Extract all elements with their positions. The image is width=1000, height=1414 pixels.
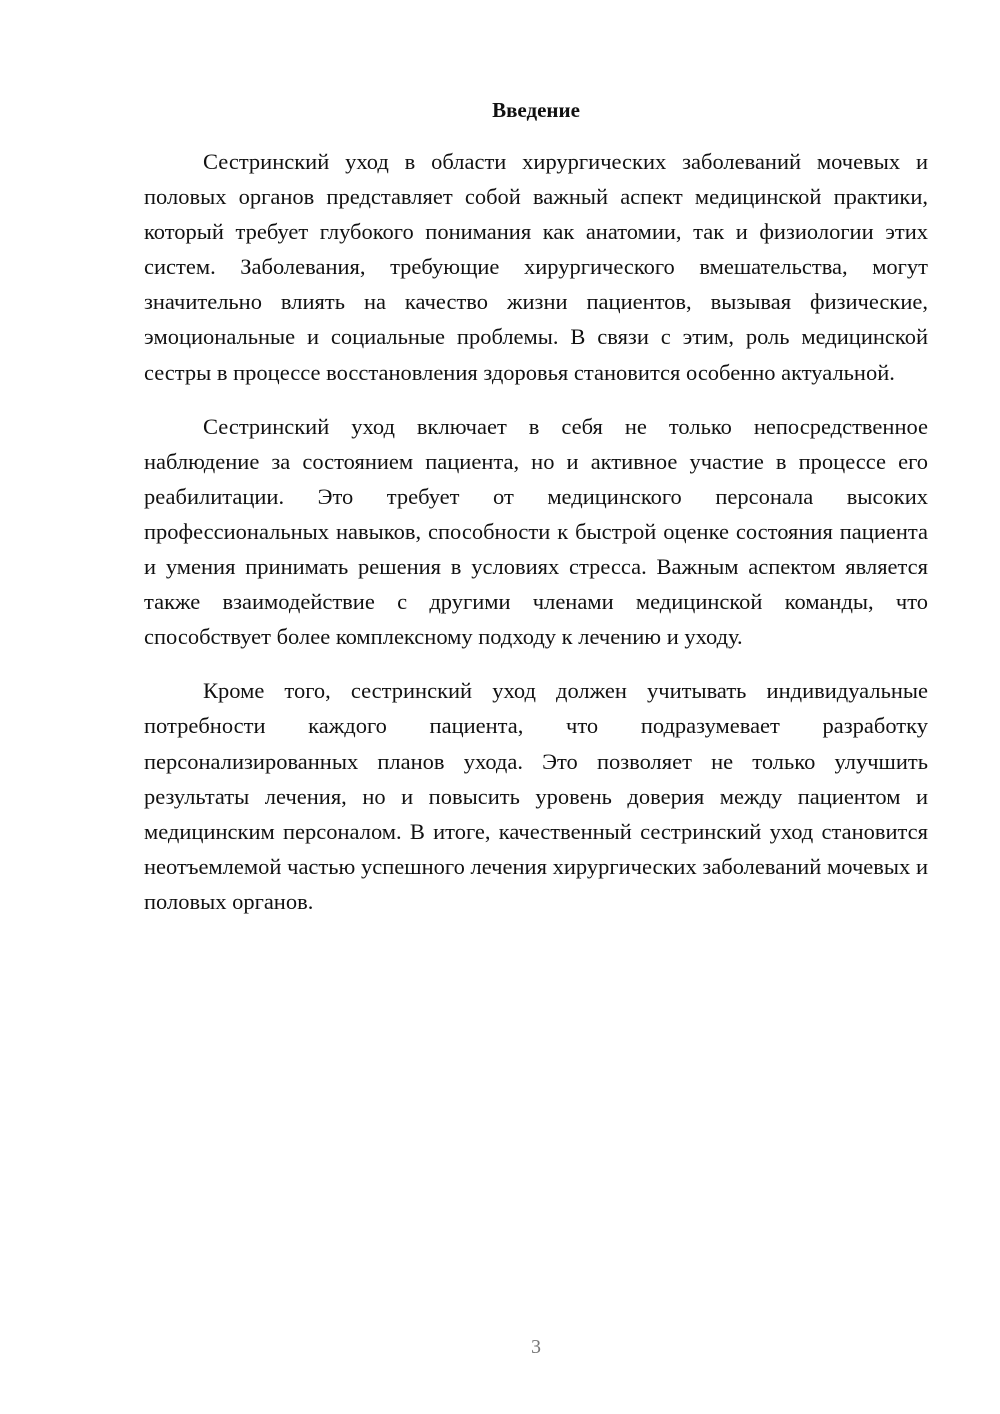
paragraph-individual-needs: Кроме того, сестринский уход должен учитывать индивидуальные потребности каждого пациента, что подразумевает разработку персонализированных планов ухода. Это позволяет не только улучшить результаты лечения, но и повысить уровень доверия между пациентом и медицинским персоналом. В итоге, качественный сестринский уход становится неотъемлемой частью успешного лечения хирургических заболеваний мочевых и половых органов. xyxy=(144,678,928,914)
paragraph-nursing-care: Сестринский уход включает в себя не только непосредственное наблюдение за состоянием пациента, но и активное участие в процессе его реабилитации. Это требует от медицинского персонала высоких профессиональных навыков, способности к быстрой оценке состояния пациента и умения принимать решения в условиях стресса. Важным аспектом является также взаимодействие с другими членами медицинской команды, что способствует более комплексному подходу к лечению и уходу. xyxy=(144,413,928,650)
page-number: 3 xyxy=(531,1336,541,1358)
section-heading: Введение xyxy=(492,98,580,122)
body-text xyxy=(144,144,928,938)
paragraph-intro: Сестринский уход в области хирургических заболеваний мочевых и половых органов представляет собой важный аспект медицинской практики, который требует глубокого понимания как анатомии, так и физиологии этих систем. Заболевания, требующие хирургического вмешательства, могут значительно влиять на качество жизни пациентов, вызывая физические, эмоциональные и социальные проблемы. В связи с этим, роль медицинской сестры в процессе восстановления здоровья становится особенно актуальной. xyxy=(144,149,928,385)
